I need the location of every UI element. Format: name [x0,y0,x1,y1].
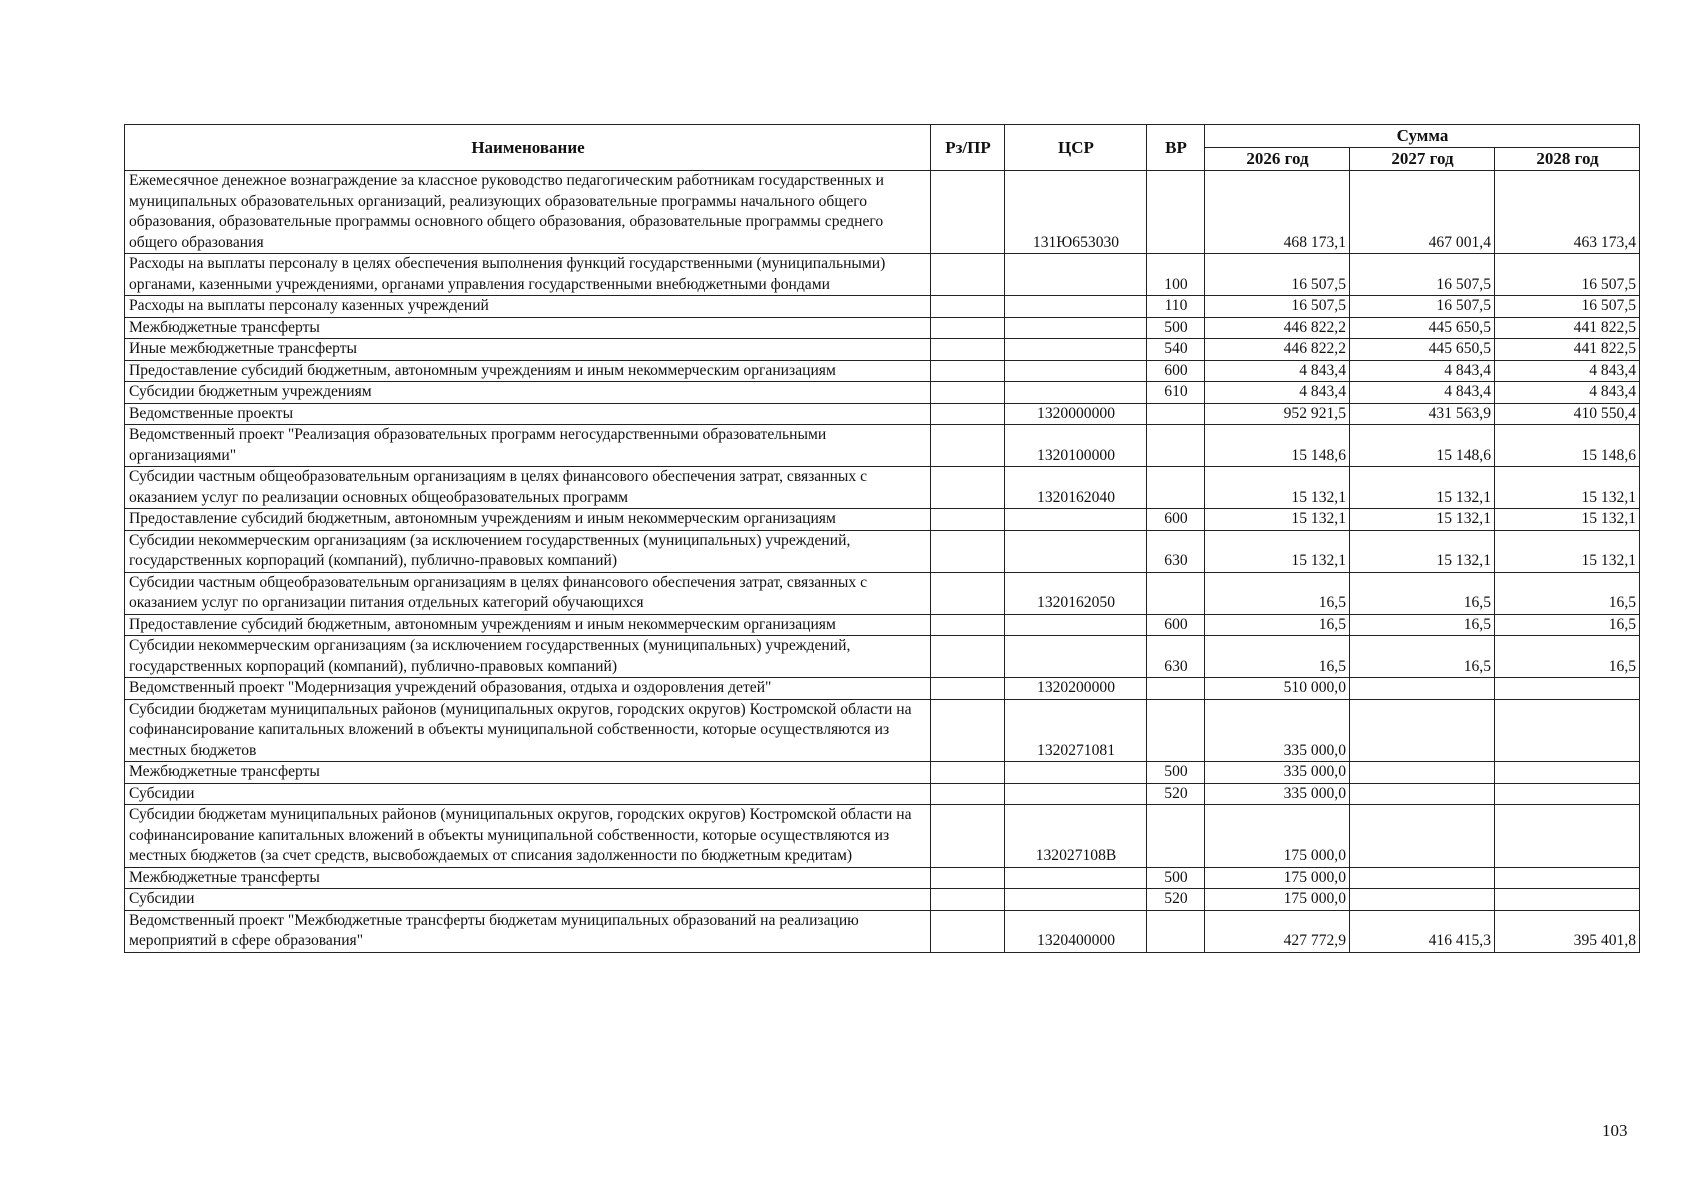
row-sum-2028: 463 173,4 [1495,171,1640,254]
row-sum-2028 [1495,889,1640,911]
row-rz-pr [931,636,1005,678]
row-sum-2027 [1350,762,1495,784]
row-sum-2028 [1495,678,1640,700]
row-sum-2026: 175 000,0 [1205,889,1350,911]
row-vr: 630 [1147,636,1205,678]
row-sum-2026: 175 000,0 [1205,867,1350,889]
row-rz-pr [931,339,1005,361]
row-csr [1005,867,1147,889]
row-sum-2027: 15 148,6 [1350,425,1495,467]
row-csr: 1320200000 [1005,678,1147,700]
header-rz-pr: Рз/ПР [931,125,1005,171]
row-sum-2027: 4 843,4 [1350,360,1495,382]
row-name: Ежемесячное денежное вознаграждение за классное руководство педагогическим работникам государственных и муниципальных образовательных организаций, реализующих образовательные программы начального общего образования, образовательные программы основного общего образования, образовательные программы среднего общего образования [125,171,931,254]
row-csr [1005,889,1147,911]
header-sum: Сумма [1205,125,1640,148]
row-sum-2026: 15 148,6 [1205,425,1350,467]
row-sum-2026: 952 921,5 [1205,403,1350,425]
table-body [125,171,1640,953]
row-sum-2027: 431 563,9 [1350,403,1495,425]
row-rz-pr [931,171,1005,254]
row-name: Межбюджетные трансферты [125,762,931,784]
row-rz-pr [931,910,1005,952]
row-rz-pr [931,805,1005,868]
table-row [125,509,1640,531]
row-sum-2026: 15 132,1 [1205,467,1350,509]
row-csr [1005,509,1147,531]
row-vr: 100 [1147,254,1205,296]
table-row [125,572,1640,614]
row-vr [1147,572,1205,614]
row-rz-pr [931,867,1005,889]
row-csr: 131Ю653030 [1005,171,1147,254]
row-sum-2026: 446 822,2 [1205,317,1350,339]
row-sum-2028: 16 507,5 [1495,254,1640,296]
row-sum-2027: 15 132,1 [1350,530,1495,572]
row-name: Субсидии бюджетным учреждениям [125,382,931,404]
row-sum-2026: 175 000,0 [1205,805,1350,868]
table-row [125,867,1640,889]
row-name: Предоставление субсидий бюджетным, автономным учреждениям и иным некоммерческим организациям [125,360,931,382]
row-name: Субсидии [125,889,931,911]
row-sum-2028 [1495,805,1640,868]
row-name: Субсидии некоммерческим организациям (за исключением государственных (муниципальных) учреждений, государственных корпораций (компаний), публично-правовых компаний) [125,530,931,572]
row-vr: 110 [1147,296,1205,318]
row-rz-pr [931,762,1005,784]
row-rz-pr [931,509,1005,531]
row-name: Предоставление субсидий бюджетным, автономным учреждениям и иным некоммерческим организациям [125,509,931,531]
row-rz-pr [931,403,1005,425]
row-vr: 540 [1147,339,1205,361]
row-csr: 132027108В [1005,805,1147,868]
table-row [125,614,1640,636]
row-sum-2028: 441 822,5 [1495,339,1640,361]
row-csr: 1320000000 [1005,403,1147,425]
table-row [125,910,1640,952]
row-vr: 520 [1147,783,1205,805]
row-vr: 600 [1147,509,1205,531]
row-vr [1147,910,1205,952]
table-row [125,783,1640,805]
header-year-2028: 2028 год [1495,148,1640,171]
row-rz-pr [931,360,1005,382]
table-row [125,530,1640,572]
table-row [125,889,1640,911]
row-sum-2027 [1350,699,1495,762]
row-csr: 1320271081 [1005,699,1147,762]
row-csr: 1320400000 [1005,910,1147,952]
row-csr [1005,339,1147,361]
row-name: Субсидии [125,783,931,805]
row-sum-2026: 16 507,5 [1205,254,1350,296]
row-vr: 600 [1147,360,1205,382]
row-sum-2027: 16,5 [1350,636,1495,678]
table-row [125,805,1640,868]
row-rz-pr [931,783,1005,805]
row-sum-2026: 16,5 [1205,636,1350,678]
row-vr: 500 [1147,317,1205,339]
row-name: Ведомственный проект "Межбюджетные трансферты бюджетам муниципальных образований на реализацию мероприятий в сфере образования" [125,910,931,952]
row-csr: 1320162040 [1005,467,1147,509]
row-sum-2027 [1350,805,1495,868]
row-sum-2026: 15 132,1 [1205,530,1350,572]
row-sum-2028: 16,5 [1495,614,1640,636]
row-name: Субсидии частным общеобразовательным организациям в целях финансового обеспечения затрат, связанных с оказанием услуг по реализации основных общеобразовательных программ [125,467,931,509]
row-csr [1005,614,1147,636]
row-sum-2026: 4 843,4 [1205,382,1350,404]
row-name: Межбюджетные трансферты [125,317,931,339]
row-sum-2028: 15 132,1 [1495,530,1640,572]
row-sum-2026: 335 000,0 [1205,699,1350,762]
row-sum-2028: 441 822,5 [1495,317,1640,339]
row-csr: 1320162050 [1005,572,1147,614]
row-name: Субсидии бюджетам муниципальных районов (муниципальных округов, городских округов) Костромской области на софинансирование капитальных вложений в объекты муниципальной собственности, которые осуществляются из местных бюджетов (за счет средств, высвобождаемых от списания задолженности по бюджетным кредитам) [125,805,931,868]
row-vr [1147,467,1205,509]
row-rz-pr [931,530,1005,572]
row-sum-2028: 15 148,6 [1495,425,1640,467]
row-sum-2028: 395 401,8 [1495,910,1640,952]
row-vr [1147,425,1205,467]
row-rz-pr [931,572,1005,614]
row-sum-2028 [1495,699,1640,762]
row-sum-2028: 16,5 [1495,572,1640,614]
row-csr [1005,360,1147,382]
row-sum-2028: 16,5 [1495,636,1640,678]
row-sum-2027 [1350,867,1495,889]
row-sum-2028: 410 550,4 [1495,403,1640,425]
row-name: Расходы на выплаты персоналу казенных учреждений [125,296,931,318]
row-sum-2028: 15 132,1 [1495,467,1640,509]
row-csr: 1320100000 [1005,425,1147,467]
row-name: Расходы на выплаты персоналу в целях обеспечения выполнения функций государственными (муниципальными) органами, казенными учреждениями, органами управления государственными внебюджетными фондами [125,254,931,296]
row-csr [1005,762,1147,784]
table-row [125,678,1640,700]
row-csr [1005,254,1147,296]
row-vr: 630 [1147,530,1205,572]
table-row [125,425,1640,467]
table-row [125,254,1640,296]
row-name: Субсидии частным общеобразовательным организациям в целях финансового обеспечения затрат, связанных с оказанием услуг по организации питания отдельных категорий обучающихся [125,572,931,614]
row-sum-2028 [1495,762,1640,784]
row-sum-2026: 16,5 [1205,572,1350,614]
row-sum-2026: 4 843,4 [1205,360,1350,382]
row-sum-2028: 4 843,4 [1495,360,1640,382]
row-rz-pr [931,889,1005,911]
row-sum-2027: 445 650,5 [1350,317,1495,339]
row-sum-2028 [1495,783,1640,805]
row-sum-2027: 16 507,5 [1350,296,1495,318]
row-csr [1005,783,1147,805]
row-name: Субсидии бюджетам муниципальных районов (муниципальных округов, городских округов) Костромской области на софинансирование капитальных вложений в объекты муниципальной собственности, которые осуществляются из местных бюджетов [125,699,931,762]
row-sum-2026: 16,5 [1205,614,1350,636]
header-name: Наименование [125,125,931,171]
row-sum-2027: 16,5 [1350,572,1495,614]
row-sum-2027: 15 132,1 [1350,467,1495,509]
page-number: 103 [1602,1121,1628,1140]
row-sum-2026: 16 507,5 [1205,296,1350,318]
row-sum-2027: 467 001,4 [1350,171,1495,254]
row-sum-2028: 15 132,1 [1495,509,1640,531]
row-vr: 610 [1147,382,1205,404]
table-row [125,171,1640,254]
row-rz-pr [931,382,1005,404]
row-rz-pr [931,296,1005,318]
row-rz-pr [931,614,1005,636]
row-sum-2028: 4 843,4 [1495,382,1640,404]
row-sum-2028 [1495,867,1640,889]
row-rz-pr [931,467,1005,509]
row-sum-2027 [1350,678,1495,700]
row-sum-2026: 335 000,0 [1205,762,1350,784]
header-csr: ЦСР [1005,125,1147,171]
row-sum-2027: 4 843,4 [1350,382,1495,404]
row-vr [1147,699,1205,762]
row-name: Иные межбюджетные трансферты [125,339,931,361]
row-sum-2027: 15 132,1 [1350,509,1495,531]
header-year-2027: 2027 год [1350,148,1495,171]
row-name: Ведомственный проект "Модернизация учреждений образования, отдыха и оздоровления детей" [125,678,931,700]
row-sum-2027: 416 415,3 [1350,910,1495,952]
row-sum-2026: 427 772,9 [1205,910,1350,952]
row-sum-2027 [1350,889,1495,911]
table-row [125,296,1640,318]
row-sum-2026: 15 132,1 [1205,509,1350,531]
table-row [125,699,1640,762]
row-sum-2027: 16 507,5 [1350,254,1495,296]
row-sum-2026: 510 000,0 [1205,678,1350,700]
row-vr [1147,171,1205,254]
table-row [125,636,1640,678]
budget-table [124,124,1640,953]
row-vr [1147,805,1205,868]
row-sum-2027: 16,5 [1350,614,1495,636]
row-csr [1005,296,1147,318]
row-sum-2027: 445 650,5 [1350,339,1495,361]
row-csr [1005,382,1147,404]
row-name: Межбюджетные трансферты [125,867,931,889]
table-row [125,339,1640,361]
header-vr: ВР [1147,125,1205,171]
row-csr [1005,317,1147,339]
row-sum-2026: 468 173,1 [1205,171,1350,254]
table-row [125,360,1640,382]
row-rz-pr [931,317,1005,339]
row-name: Ведомственный проект "Реализация образовательных программ негосударственными образовательными организациями" [125,425,931,467]
row-rz-pr [931,678,1005,700]
row-sum-2028: 16 507,5 [1495,296,1640,318]
table-row [125,317,1640,339]
row-sum-2027 [1350,783,1495,805]
row-rz-pr [931,699,1005,762]
table-row [125,382,1640,404]
row-name: Ведомственные проекты [125,403,931,425]
header-year-2026: 2026 год [1205,148,1350,171]
row-vr [1147,678,1205,700]
row-rz-pr [931,254,1005,296]
row-vr: 600 [1147,614,1205,636]
row-sum-2026: 446 822,2 [1205,339,1350,361]
row-name: Субсидии некоммерческим организациям (за исключением государственных (муниципальных) учреждений, государственных корпораций (компаний), публично-правовых компаний) [125,636,931,678]
table-row [125,762,1640,784]
row-name: Предоставление субсидий бюджетным, автономным учреждениям и иным некоммерческим организациям [125,614,931,636]
row-vr: 500 [1147,867,1205,889]
row-rz-pr [931,425,1005,467]
row-vr [1147,403,1205,425]
table-row [125,403,1640,425]
row-sum-2026: 335 000,0 [1205,783,1350,805]
table-header [125,125,1640,171]
row-csr [1005,636,1147,678]
row-vr: 520 [1147,889,1205,911]
row-csr [1005,530,1147,572]
table-row [125,467,1640,509]
row-vr: 500 [1147,762,1205,784]
